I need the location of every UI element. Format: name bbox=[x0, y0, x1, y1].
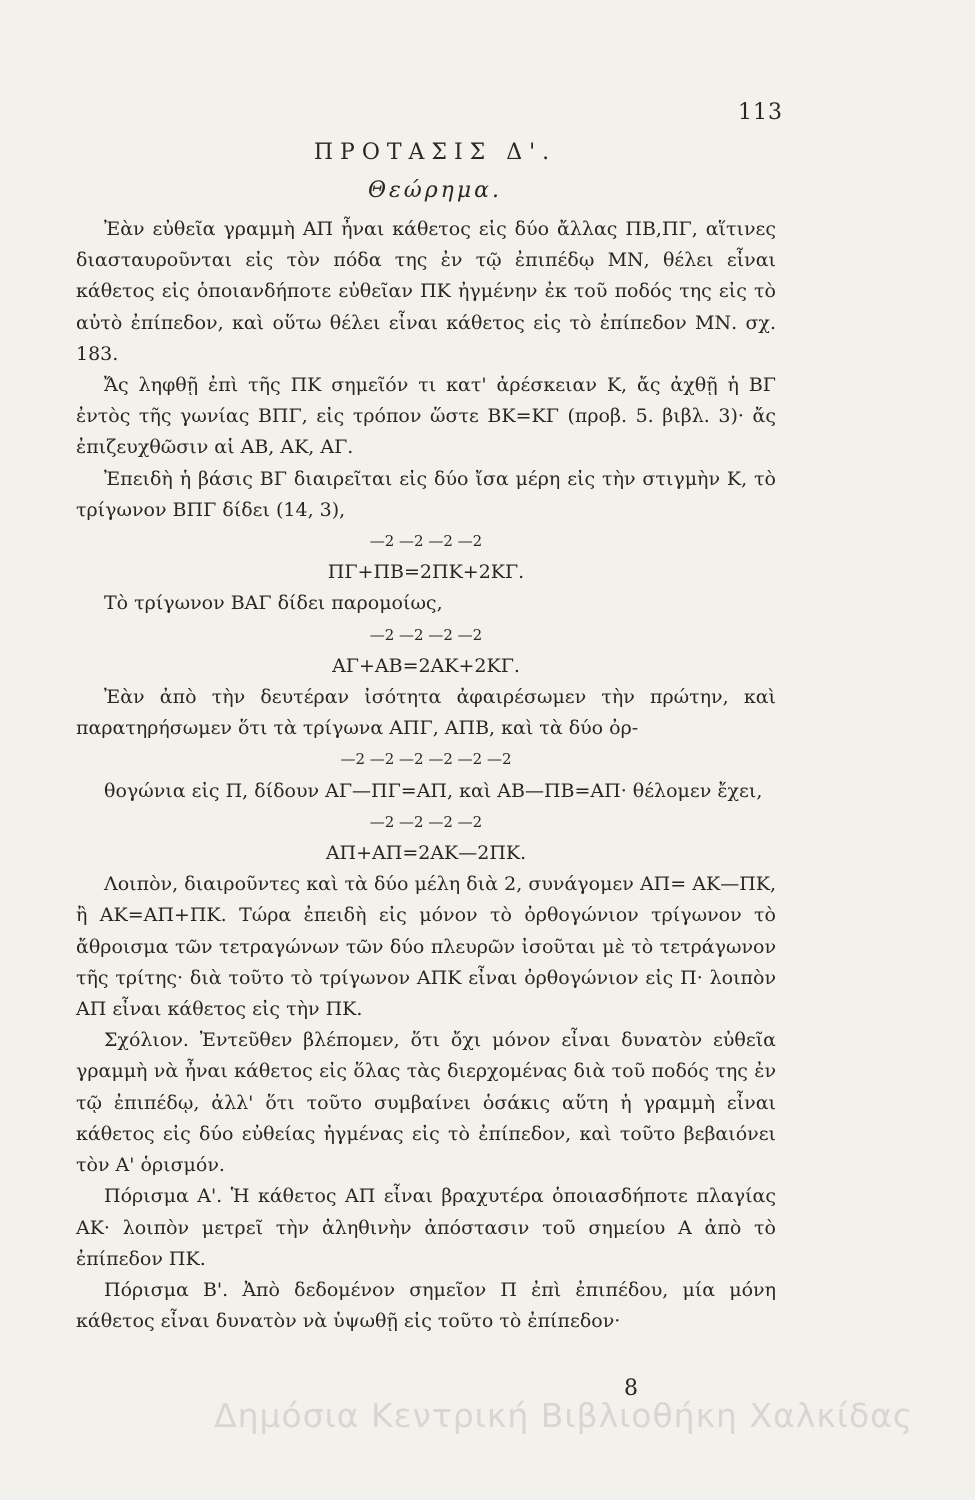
text-line: —2 —2 —2 —2 bbox=[369, 625, 483, 644]
text-line: θογώνια εἰς Π, δίδουν ΑΓ—ΠΓ=ΑΠ, καὶ ΑΒ—ΠΒ=ΑΠ· θέλομεν ἔχει, bbox=[104, 779, 763, 802]
text-line: Λοιπὸν, διαιροῦντες καὶ τὰ δύο μέλη διὰ 2, συνάγομεν ΑΠ= ΑΚ—ΠΚ, ἢ ΑΚ=ΑΠ+ΠΚ. Τώρα ἐπειδὴ εἰς μόνον τὸ ὀρθογώνιον τρίγωνον τὸ ἄθροισμα τῶν τετραγώνων τῶν δύο πλευρῶν ἰσοῦται μὲ τὸ τετράγωνον τῆς τρίτης· διὰ τοῦτο τὸ τρίγωνον ΑΠΚ εἶναι ὀρθογώνιον εἰς Π· λοιπὸν ΑΠ εἶναι κάθετος εἰς τὴν ΠΚ. bbox=[76, 873, 776, 1021]
text-line: Τὸ τρίγωνον ΒΑΓ δίδει παρομοίως, bbox=[104, 592, 443, 615]
signature-mark: 8 bbox=[624, 1376, 638, 1401]
text-line: Ἐὰν ἀπὸ τὴν δευτέραν ἰσότητα ἀφαιρέσωμεν τὴν πρώτην, καὶ παρατηρήσωμεν ὅτι τὰ τρίγωνα ΑΠΓ, ΑΠΒ, καὶ τὰ δύο ὀρ- bbox=[76, 686, 776, 740]
text-line: —2 —2 —2 —2 bbox=[369, 532, 483, 551]
body-text bbox=[76, 214, 776, 1337]
page-number: 113 bbox=[738, 100, 783, 125]
text-line: Ἐὰν εὐθεῖα γραμμὴ ΑΠ ἦναι κάθετος εἰς δύο ἄλλας ΠΒ,ΠΓ, αἵτινες διασταυροῦνται εἰς τὸν πόδα της ἐν τῷ ἐπιπέδῳ ΜΝ, θέλει εἶναι κάθετος εἰς ὁποιανδήποτε εὐθεῖαν ΠΚ ἠγμένην ἐκ τοῦ ποδός της εἰς τὸ αὐτὸ ἐπίπεδον, καὶ οὕτω θέλει εἶναι κάθετος εἰς τὸ ἐπίπεδον ΜΝ. σχ. 183. bbox=[76, 218, 776, 365]
text-line: —2 —2 —2 —2 —2 —2 bbox=[340, 750, 512, 769]
text-line: ΠΓ+ΠΒ=2ΠΚ+2ΚΓ. bbox=[327, 561, 525, 584]
proposition-heading: ΠΡΟΤΑΣΙΣ Δ'. bbox=[313, 140, 557, 165]
text-line: —2 —2 —2 —2 bbox=[369, 812, 483, 831]
text-line: Πόρισμα Α'. Ἡ κάθετος ΑΠ εἶναι βραχυτέρα ὁποιασδήποτε πλαγίας ΑΚ· λοιπὸν μετρεῖ τὴν ἀληθινὴν ἀπόστασιν τοῦ σημείου Α ἀπὸ τὸ ἐπίπεδον ΠΚ. bbox=[76, 1185, 776, 1270]
text-line: Ἐπειδὴ ἡ βάσις ΒΓ διαιρεῖται εἰς δύο ἴσα μέρη εἰς τὴν στιγμὴν Κ, τὸ τρίγωνον ΒΠΓ δίδει (14, 3), bbox=[76, 467, 776, 521]
text-line: Ἄς ληφθῇ ἐπὶ τῆς ΠΚ σημεῖόν τι κατ' ἀρέσκειαν Κ, ἄς ἀχθῇ ἡ ΒΓ ἐντὸς τῆς γωνίας ΒΠΓ, εἰς τρόπον ὥστε ΒΚ=ΚΓ (προβ. 5. βιβλ. 3)· ἄς ἐπιζευχθῶσιν αἱ ΑΒ, ΑΚ, ΑΓ. bbox=[76, 374, 776, 459]
theorem-subheading: Θεώρημα. bbox=[367, 178, 503, 203]
text-line: ΑΠ+ΑΠ=2ΑΚ—2ΠΚ. bbox=[325, 842, 527, 865]
library-watermark: Δημόσια Κεντρική Βιβλιοθήκη Χαλκίδας bbox=[214, 1396, 914, 1435]
text-line: Σχόλιον. Ἐντεῦθεν βλέπομεν, ὅτι ὄχι μόνον εἶναι δυνατὸν εὐθεῖα γραμμὴ νὰ ἦναι κάθετος εἰς ὅλας τὰς διερχομένας διὰ τοῦ ποδός της ἐν τῷ ἐπιπέδῳ, ἀλλ' ὅτι τοῦτο συμβαίνει ὁσάκις αὕτη ἡ γραμμὴ εἶναι κάθετος εἰς δύο εὐθείας ἠγμένας εἰς τὸ ἐπίπεδον, καὶ τοῦτο βεβαιόνει τὸν Α' ὁρισμόν. bbox=[76, 1029, 776, 1177]
text-line: Πόρισμα Β'. Ἀπὸ δεδομένον σημεῖον Π ἐπὶ ἐπιπέδου, μία μόνη κάθετος εἶναι δυνατὸν νὰ ὑψωθῇ εἰς τοῦτο τὸ ἐπίπεδον· bbox=[76, 1278, 776, 1333]
text-line: ΑΓ+ΑΒ=2ΑΚ+2ΚΓ. bbox=[332, 654, 520, 677]
